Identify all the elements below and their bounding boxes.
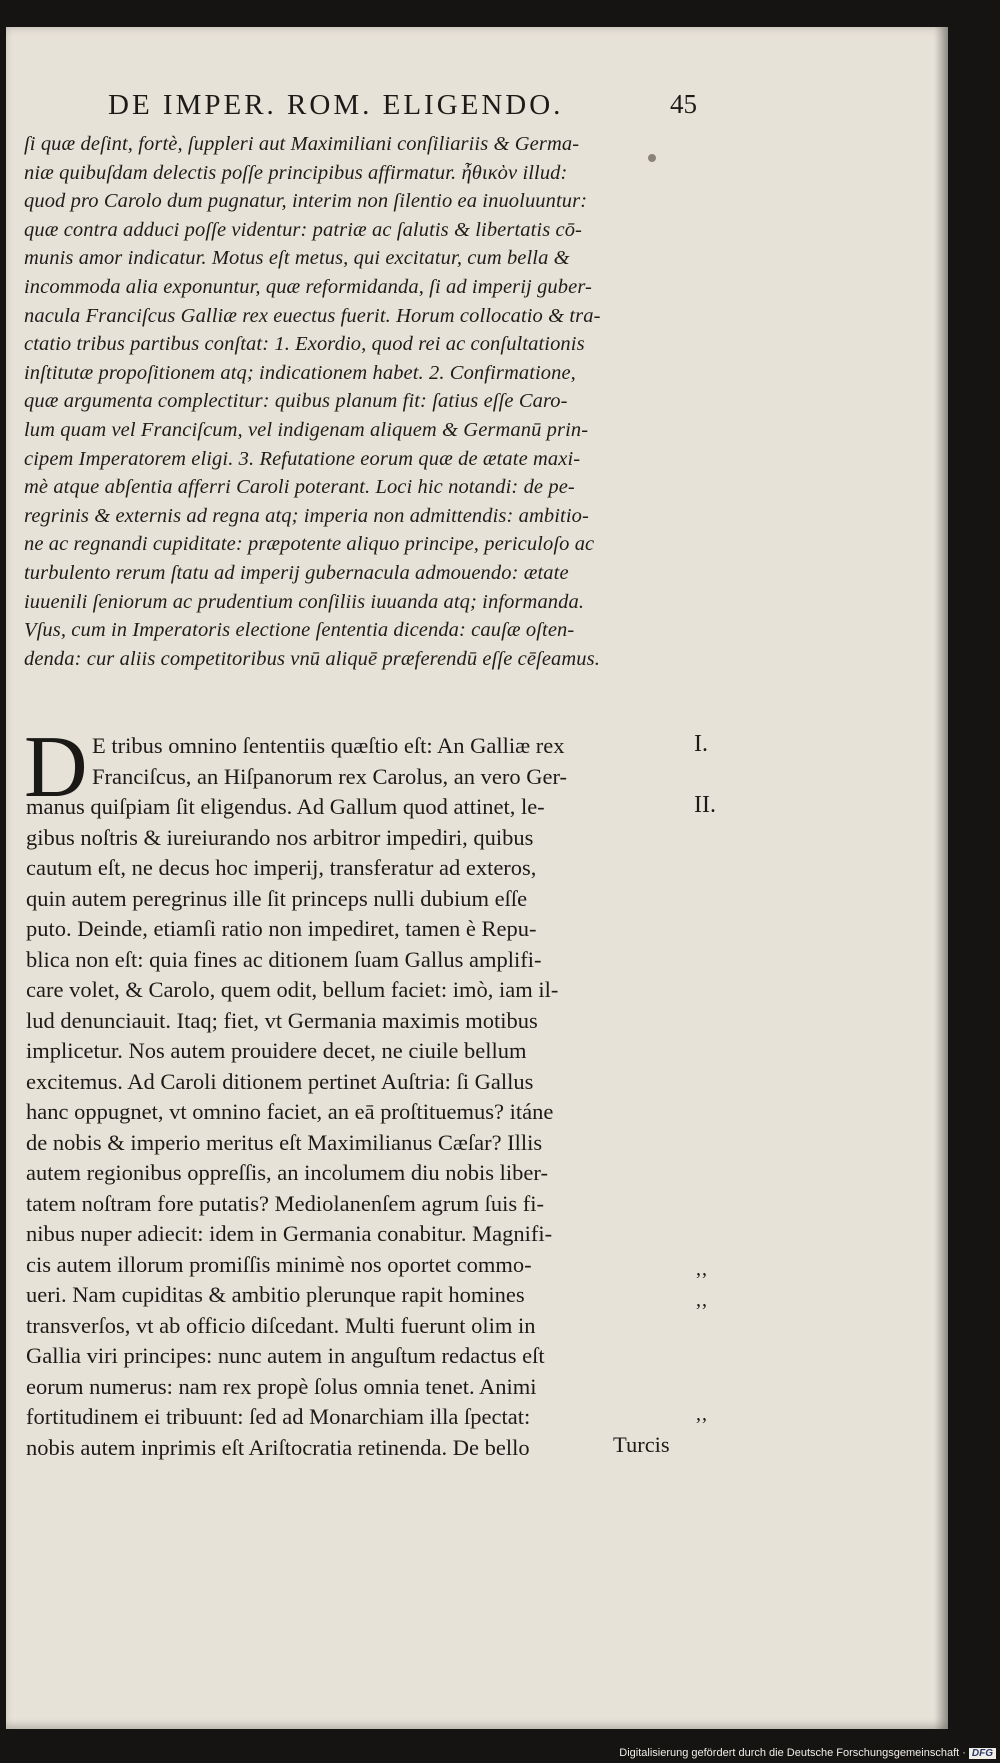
body-line: quin autem peregrinus ille ſit princeps nulli dubium eſſe [26,885,528,911]
body-line: E tribus omnino ſententiis quæſtio eſt: An Galliæ rex [92,733,565,758]
body-line: cautum eſt, ne decus hoc imperij, transferatur ad exteros, [26,855,537,880]
body-line: Gallia viri principes: nunc autem in anguſtum redactus eſt [26,1343,545,1368]
body-line: cis autem illorum promiſſis minimè nos oportet commo- [26,1251,532,1277]
drop-cap-initial: D [24,719,88,816]
summary-line: quæ contra adduci poſſe videntur: patriæ ac ſalutis & libertatis cō- [24,218,582,241]
body-line: manus quiſpiam ſit eligendus. Ad Gallum quod attinet, le- [26,794,545,819]
summary-line: iuuenili ſeniorum ac prudentium conſiliis iuuanda atq; informanda. [24,590,585,613]
body-line: hanc oppugnet, vt omnino faciet, an eā proſtituemus? itáne [26,1099,554,1124]
summary-line: quæ argumenta complectitur: quibus planum fit: ſatius eſſe Caro- [24,390,568,413]
summary-line: ctatio tribus partibus conſtat: 1. Exordio, quod rei ac conſultationis [24,333,585,356]
margin-quote-mark: ,, [696,1258,708,1280]
body-line: fortitudinem ei tribuunt: ſed ad Monarchiam illa ſpectat: [26,1404,531,1429]
body-line: gibus noſtris & iureiurando nos arbitror impediri, quibus [26,824,534,850]
book-page [6,27,948,1729]
summary-line: mè atque abſentia afferri Caroli poterant. Loci hic notandi: de pe- [24,476,575,499]
summary-line: regrinis & externis ad regna atq; imperia non admittendis: ambitio- [24,504,589,527]
summary-line: cipem Imperatorem eligi. 3. Refutatione eorum quæ de ætate maxi- [24,447,581,470]
body-line: puto. Deinde, etiamſi ratio non impediret, tamen è Repu- [26,916,537,941]
body-line: care volet, & Carolo, quem odit, bellum faciet: imò, iam il- [26,977,559,1002]
page-number: 45 [670,89,697,119]
body-line: transverſos, vt ab officio diſcedant. Multi fuerunt olim in [26,1312,536,1338]
summary-line: nacula Franciſcus Galliæ rex euectus fuerit. Horum collocatio & tra- [24,304,601,327]
summary-line: denda: cur aliis competitoribus vnū aliquē præferendū eſſe cēſeamus. [24,647,600,670]
body-line: implicetur. Nos autem prouidere decet, ne ciuile bellum [26,1038,527,1063]
catchword: Turcis [613,1432,670,1457]
digitization-credit: Digitalisierung gefördert durch die Deutsche Forschungsgemeinschaft · DFG [619,1747,996,1759]
body-line: Franciſcus, an Hiſpanorum rex Carolus, an vero Ger- [92,763,568,789]
summary-line: lum quam vel Franciſcum, vel indigenam aliquem & Germanū prin- [24,418,589,441]
body-line: de nobis & imperio meritus eſt Maximilianus Cæſar? Illis [26,1129,543,1155]
body-line: excitemus. Ad Caroli ditionem pertinet Auſtria: ſi Gallus [26,1068,534,1094]
margin-quote-mark: ,, [696,1403,708,1425]
italic-summary [24,130,696,673]
summary-line: munis amor indicatur. Motus eſt metus, qui excitatur, cum bella & [24,247,570,270]
summary-line: niæ quibuſdam delectis poſſe principibus affirmatur. ἦθικὸν illud: [24,161,568,184]
body-line: ueri. Nam cupiditas & ambitio plerunque rapit homines [26,1282,525,1307]
margin-number-1: I. [694,731,708,757]
body-line: lud denunciauit. Itaq; fiet, vt Germania maximis motibus [26,1007,538,1033]
body-line: blica non eſt: quia fines ac ditionem ſuam Gallus amplifi- [26,946,542,972]
body-line: nibus nuper adiecit: idem in Germania conabitur. Magnifi- [26,1221,553,1246]
body-line: tatem noſtram fore putatis? Mediolanenſem agrum ſuis fi- [26,1190,544,1216]
summary-line: ſi quæ deſint, fortè, ſuppleri aut Maximiliani conſiliariis & Germa- [24,133,580,155]
summary-line: incommoda alia exponuntur, quæ reformidanda, ſi ad imperij guber- [24,275,592,298]
body-line: autem regionibus oppreſſis, an incolumem diu nobis liber- [26,1160,548,1185]
credit-text: Digitalisierung gefördert durch die Deutsche Forschungsgemeinschaft [619,1747,960,1759]
main-text [26,731,706,1463]
summary-line: quod pro Carolo dum pugnatur, interim non ſilentio ea inuoluuntur: [24,190,588,213]
dfg-logo: DFG [969,1748,996,1759]
summary-line: Vſus, cum in Imperatoris electione ſententia dicenda: cauſæ oſten- [24,619,575,642]
body-line: nobis autem inprimis eſt Ariſtocratia retinenda. De bello [26,1434,530,1460]
margin-quote-mark: ,, [696,1289,708,1311]
summary-line: ne ac regnandi cupiditate: præpotente aliquo principe, periculoſo ac [24,533,595,556]
summary-line: inſtitutæ propoſitionem atq; indicationem habet. 2. Confirmatione, [24,361,576,384]
running-title: DE IMPER. ROM. ELIGENDO. [108,89,564,121]
margin-number-2: II. [694,792,716,818]
body-line: eorum numerus: nam rex propè ſolus omnia tenet. Animi [26,1373,537,1399]
summary-line: turbulento rerum ſtatu ad imperij gubernacula admouendo: ætate [24,561,569,584]
